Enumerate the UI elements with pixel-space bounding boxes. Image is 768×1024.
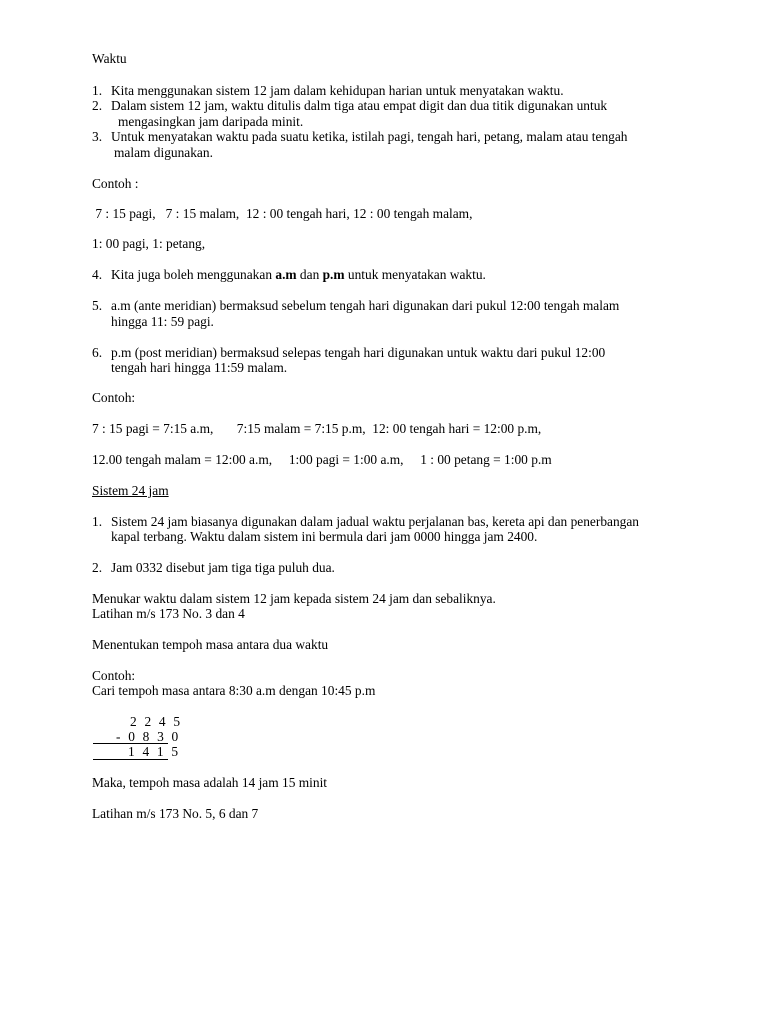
list-item-text: Dalam sistem 12 jam, waktu ditulis dalm tiga atau empat digit dan dua titik digunakan untuk [111,98,608,113]
calc-result: 1 4 1 5 [128,744,181,759]
example-question: Cari tempoh masa antara 8:30 a.m dengan 10:45 p.m [92,683,376,698]
list-item-text: mengasingkan jam daripada minit. [118,114,304,129]
list-item-text: hingga 11: 59 pagi. [111,314,214,329]
example-label: Contoh : [92,176,139,191]
list-number: 2. [92,98,103,113]
list-number: 1. [92,83,103,98]
example-text: 7 : 15 pagi, 7 : 15 malam, 12 : 00 tengah hari, 12 : 00 tengah malam, [92,206,473,221]
calc-minuend: 2 2 4 5 [130,714,183,729]
paragraph-text: Menentukan tempoh masa antara dua waktu [92,637,329,652]
list-item-text: kapal terbang. Waktu dalam sistem ini bermula dari jam 0000 hingga jam 2400. [111,529,538,544]
calc-rule [93,759,168,760]
list-number: 1. [92,514,103,529]
list-item-text: Untuk menyatakan waktu pada suatu ketika, istilah pagi, tengah hari, petang, malam atau tengah [111,129,628,144]
list-number: 6. [92,345,103,360]
list-item-text: Kita juga boleh menggunakan a.m dan p.m untuk menyatakan waktu. [111,267,486,282]
example-text: 12.00 tengah malam = 12:00 a.m, 1:00 pagi = 1:00 a.m, 1 : 00 petang = 1:00 p.m [92,452,552,467]
example-text: 1: 00 pagi, 1: petang, [92,236,206,251]
list-number: 5. [92,298,103,313]
bold-term: a.m [275,267,297,282]
list-item-text: a.m (ante meridian) bermaksud sebelum tengah hari digunakan dari pukul 12:00 tengah malam [111,298,620,313]
example-label: Contoh: [92,390,136,405]
example-text: 7 : 15 pagi = 7:15 a.m, 7:15 malam = 7:15 p.m, 12: 00 tengah hari = 12:00 p.m, [92,421,542,436]
list-item-text: Kita menggunakan sistem 12 jam dalam kehidupan harian untuk menyatakan waktu. [111,83,564,98]
exercise-reference: Latihan m/s 173 No. 5, 6 dan 7 [92,806,259,821]
conclusion-text: Maka, tempoh masa adalah 14 jam 15 minit [92,775,328,790]
section-heading: Sistem 24 jam [92,483,169,498]
exercise-reference: Latihan m/s 173 No. 3 dan 4 [92,606,245,621]
list-item-text: tengah hari hingga 11:59 malam. [111,360,288,375]
list-number: 4. [92,267,103,282]
list-item-text: p.m (post meridian) bermaksud selepas tengah hari digunakan untuk waktu dari pukul 12:00 [111,345,606,360]
example-label: Contoh: [92,668,136,683]
list-item-text: Jam 0332 disebut jam tiga tiga puluh dua. [111,560,335,575]
document-title: Waktu [92,51,127,66]
list-item-text: Sistem 24 jam biasanya digunakan dalam jadual waktu perjalanan bas, kereta api dan penerbangan [111,514,639,529]
paragraph-text: Menukar waktu dalam sistem 12 jam kepada sistem 24 jam dan sebaliknya. [92,591,496,606]
list-number: 3. [92,129,103,144]
calc-subtrahend: - 0 8 3 0 [116,729,181,744]
bold-term: p.m [322,267,345,282]
list-number: 2. [92,560,103,575]
list-item-text: malam digunakan. [114,145,213,160]
